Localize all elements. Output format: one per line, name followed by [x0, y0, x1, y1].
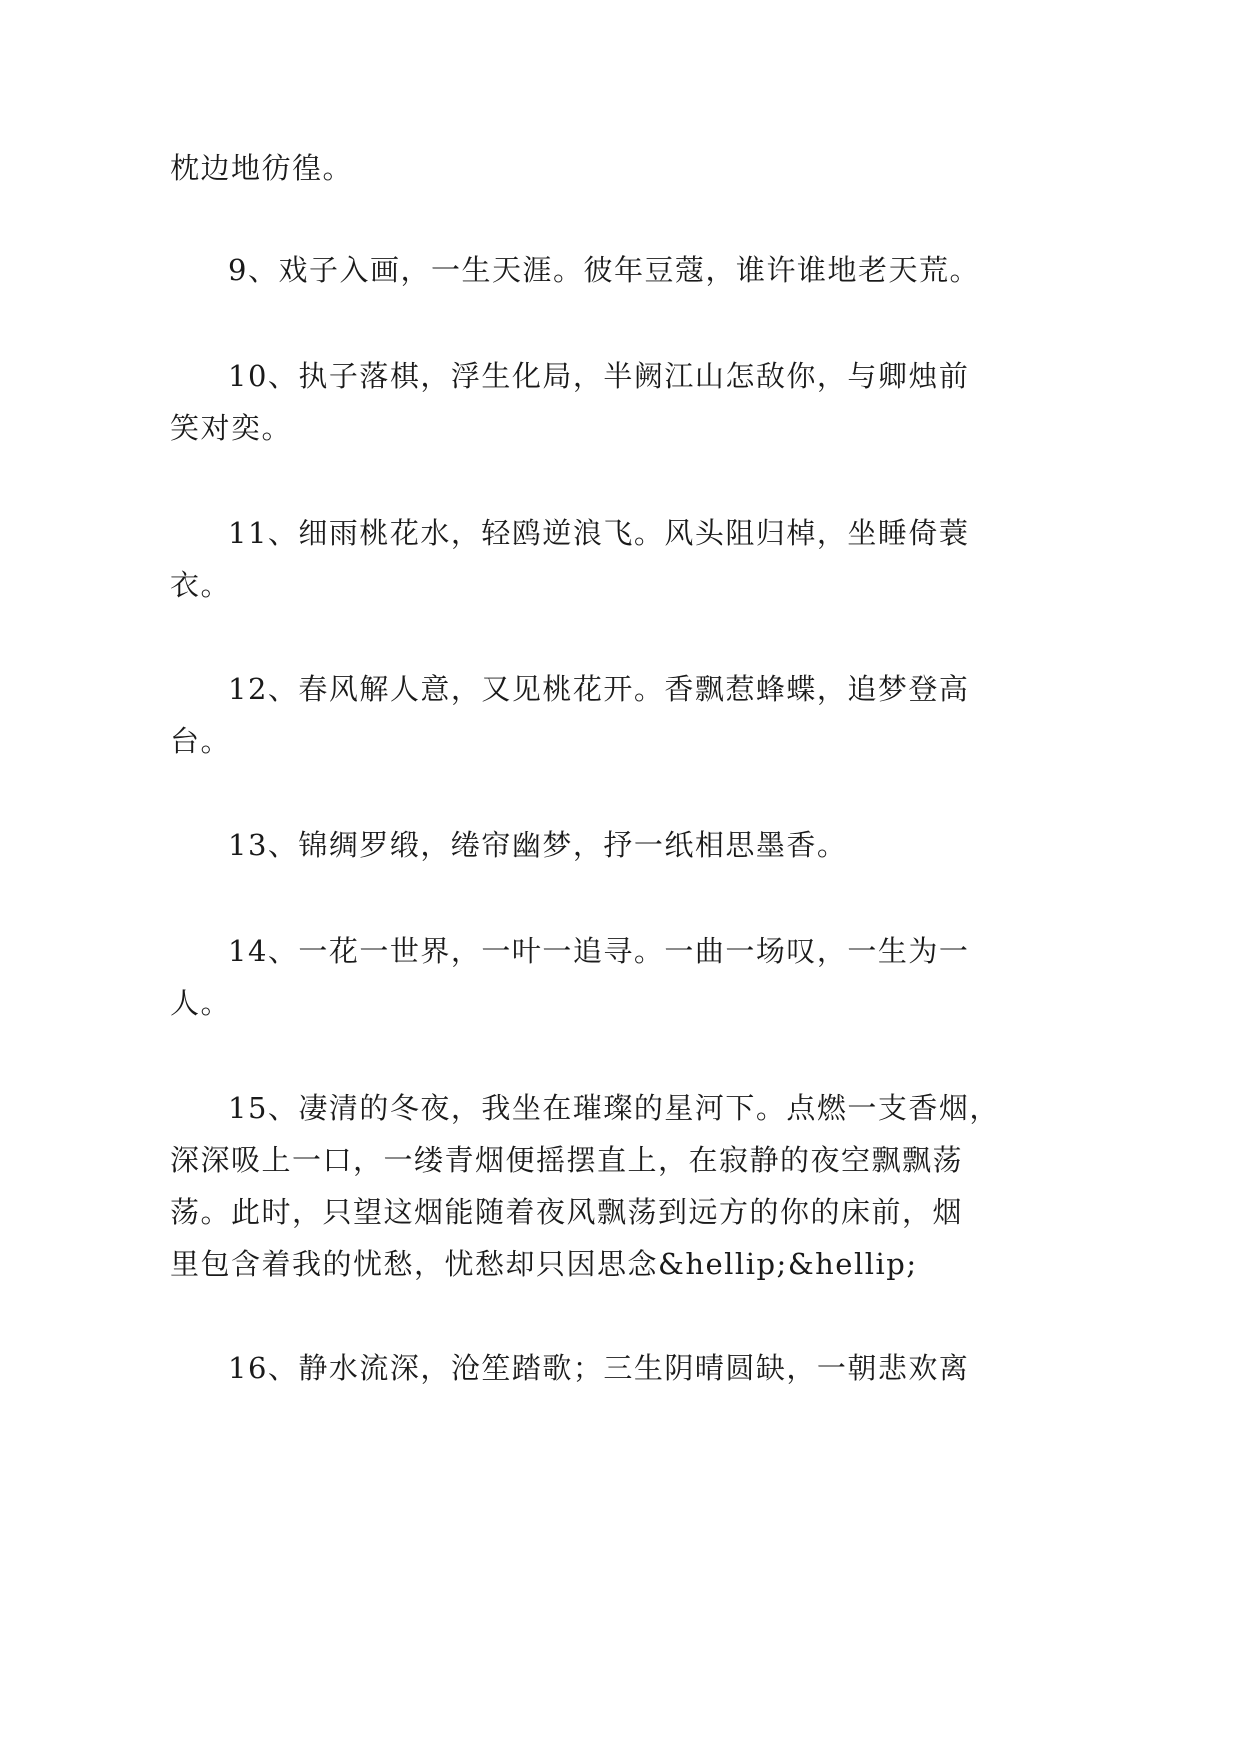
- item-9-line-1: 9、戏子入画，一生天涯。彼年豆蔻，谁许谁地老天荒。: [228, 253, 980, 287]
- item-11-line-1: 11、细雨桃花水，轻鸥逆浪飞。风头阻归棹，坐睡倚蓑: [228, 516, 970, 550]
- item-15-line-1: 15、凄清的冬夜，我坐在璀璨的星河下。点燃一支香烟，: [228, 1091, 1000, 1125]
- item-13-line-1: 13、锦绸罗缎，绻帘幽梦，抒一纸相思墨香。: [228, 828, 848, 862]
- item-15-line-4: 里包含着我的忧愁，忧愁却只因思念&hellip;&hellip;: [170, 1247, 918, 1281]
- item-12-line-1: 12、春风解人意，又见桃花开。香飘惹蜂蝶，追梦登高: [228, 672, 970, 706]
- item-10-line-1: 10、执子落棋，浮生化局，半阙江山怎敌你，与卿烛前: [228, 359, 970, 393]
- text-line-continuation: 枕边地彷徨。: [170, 151, 354, 185]
- item-12-line-2: 台。: [170, 724, 232, 758]
- item-14-line-2: 人。: [170, 986, 232, 1020]
- item-11-line-2: 衣。: [170, 568, 232, 602]
- item-15-line-3: 荡。此时，只望这烟能随着夜风飘荡到远方的你的床前，烟: [170, 1195, 964, 1229]
- item-14-line-1: 14、一花一世界，一叶一追寻。一曲一场叹，一生为一: [228, 934, 970, 968]
- item-10-line-2: 笑对奕。: [170, 411, 293, 445]
- item-15-line-2: 深深吸上一口，一缕青烟便摇摆直上，在寂静的夜空飘飘荡: [170, 1143, 964, 1177]
- item-16-line-1: 16、静水流深，沧笙踏歌；三生阴晴圆缺，一朝悲欢离: [228, 1351, 970, 1385]
